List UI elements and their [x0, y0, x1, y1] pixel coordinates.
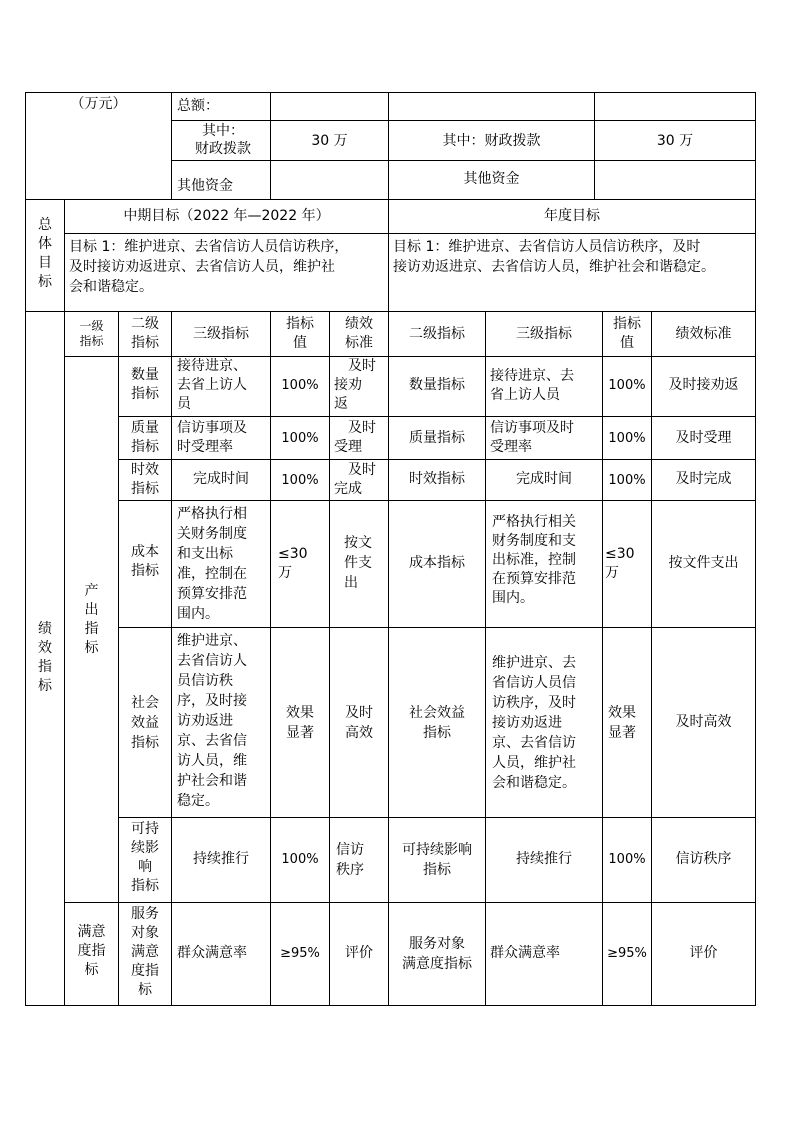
row-year-level2: 质量指标 [409, 430, 465, 446]
row-year-level2: 社会效益 指标 [409, 705, 465, 741]
rule [171, 160, 756, 161]
row-year-level2: 数量指标 [409, 377, 465, 393]
row-level3: 持续推行 [193, 851, 249, 867]
row-year-level2: 可持续影响 指标 [402, 842, 472, 878]
row-level2: 成本 指标 [131, 544, 159, 579]
row-standard: 信访 秩序 [336, 842, 364, 878]
row-level3: 维护进京、 去省信访人 员信访秩 序，及时接 访劝返进 京、去省信 访人员，维 护社会和谐 稳定。 [177, 633, 247, 809]
row-year-standard: 按文件支出 [668, 555, 739, 571]
output-indicator-label: 产 出 指 标 [84, 583, 99, 656]
row-year-level2: 成本指标 [409, 555, 465, 571]
row-year-value: 100% [608, 473, 646, 488]
row-year-value: 100% [608, 378, 646, 393]
row-value: 100% [281, 473, 319, 488]
rule [25, 92, 756, 93]
rule [485, 311, 486, 1005]
rule [25, 1005, 756, 1006]
header-level1: 一级 指标 [79, 319, 104, 348]
budget-fiscal-label-mid: 其中： 财政拨款 [195, 123, 251, 157]
header-year-level2: 二级指标 [409, 326, 465, 342]
rule [64, 902, 756, 903]
row-year-level3: 群众满意率 [490, 945, 560, 961]
row-year-level3: 严格执行相关 财务制度和支 出标准，控制 在预算安排范 围内。 [492, 514, 576, 606]
rule [270, 311, 271, 1005]
header-value: 指标 值 [286, 316, 314, 351]
row-level2: 可持 续影 响 指标 [131, 821, 159, 894]
header-year-value: 指标 值 [613, 316, 641, 351]
row-year-value: 100% [608, 852, 646, 867]
rule [651, 311, 652, 1005]
rule [118, 817, 756, 818]
row-level3: 群众满意率 [177, 945, 247, 961]
row-standard: 及时 受理 [334, 420, 376, 455]
goals-mid-header: 中期目标（2022 年—2022 年） [123, 208, 330, 224]
row-value: 100% [281, 378, 319, 393]
rule [171, 311, 172, 1005]
goals-mid-text: 目标 1：维护进京、去省信访人员信访秩序， 及时接访劝返进京、去省信访人员，维护社 会和谐稳定。 [69, 239, 349, 295]
row-value: 效果 显著 [286, 705, 314, 741]
row-year-level3: 持续推行 [516, 851, 572, 867]
rule [118, 500, 756, 501]
row-standard: 评价 [345, 945, 373, 961]
budget-unit-label: （万元） [70, 96, 127, 112]
goals-year-header: 年度目标 [544, 208, 600, 224]
goals-side-label: 总 体 目 标 [38, 217, 52, 290]
row-level3: 严格执行相 关财务制度 和支出标 准，控制在 预算安排范 围内。 [177, 506, 247, 622]
row-level3: 信访事项及 时受理率 [177, 420, 247, 455]
rule [25, 199, 756, 200]
row-year-value: 100% [608, 431, 646, 446]
budget-total-label: 总额： [177, 98, 219, 114]
rule [118, 416, 756, 417]
header-level2: 二级 指标 [131, 316, 159, 351]
rule [64, 356, 756, 357]
row-year-level3: 完成时间 [516, 471, 572, 487]
row-level2: 时效 指标 [131, 462, 159, 497]
row-value: 100% [281, 431, 319, 446]
goals-year-text: 目标 1：维护进京、去省信访人员信访秩序，及时 接访劝返进京、去省信访人员，维护社会和谐稳定。 [393, 239, 715, 275]
row-level2: 服务 对象 满意 度指 标 [131, 906, 159, 998]
row-level2: 数量 指标 [131, 367, 159, 402]
budget-fiscal-value-mid: 30 万 [311, 133, 348, 149]
row-value: ≤30 万 [278, 546, 308, 581]
budget-fiscal-value-year: 30 万 [656, 133, 694, 149]
row-year-value: 效果 显著 [608, 705, 636, 741]
header-level3: 三级指标 [193, 326, 249, 342]
rule [25, 311, 756, 312]
row-standard: 及时 完成 [334, 462, 376, 497]
budget-fiscal-label-year: 其中：财政拨款 [442, 133, 541, 149]
rule [388, 199, 389, 1005]
budget-other-label-year: 其他资金 [463, 171, 520, 187]
row-year-standard: 及时接劝返 [668, 377, 739, 393]
rule [171, 120, 756, 121]
rule [602, 311, 603, 1005]
header-standard: 绩效 标准 [345, 316, 373, 351]
row-standard: 按文 件支 出 [344, 535, 372, 591]
row-year-level3: 信访事项及时 受理率 [490, 420, 574, 455]
rule [171, 92, 172, 199]
row-year-level2: 服务对象 满意度指标 [402, 936, 472, 972]
row-level2: 社会 效益 指标 [131, 695, 159, 751]
row-value: 100% [281, 852, 319, 867]
row-year-value: ≤30 万 [605, 546, 635, 581]
row-year-standard: 评价 [689, 945, 718, 961]
row-year-level2: 时效指标 [409, 471, 465, 487]
row-level2: 质量 指标 [131, 420, 159, 455]
rule [64, 233, 756, 234]
row-year-level3: 维护进京、去 省信访人员信 访秩序，及时 接访劝返进 京、去省信访 人员，维护社 会和谐稳定。 [492, 655, 576, 791]
rule [118, 311, 119, 1005]
row-year-standard: 及时高效 [675, 714, 732, 730]
row-level3: 完成时间 [193, 471, 249, 487]
rule [118, 459, 756, 460]
row-standard: 及时 高效 [345, 705, 373, 741]
indicators-side-label: 绩 效 指 标 [38, 621, 52, 694]
row-year-level3: 接待进京、去 省上访人员 [490, 368, 574, 403]
row-year-value: ≥95% [607, 946, 647, 961]
rule [755, 92, 756, 1006]
satisfaction-indicator-label: 满意 度指 标 [77, 924, 106, 978]
rule [118, 627, 756, 628]
budget-other-label-mid: 其他资金 [177, 178, 233, 194]
row-year-standard: 及时完成 [675, 471, 732, 487]
row-standard: 及时 接劝 返 [334, 358, 376, 412]
row-level3: 接待进京、 去省上访人 员 [177, 358, 247, 412]
row-value: ≥95% [280, 946, 320, 961]
rule [329, 311, 330, 1005]
header-year-standard: 绩效标准 [675, 326, 732, 342]
row-year-standard: 及时受理 [675, 430, 732, 446]
header-year-level3: 三级指标 [516, 326, 572, 342]
row-year-standard: 信访秩序 [675, 851, 732, 867]
